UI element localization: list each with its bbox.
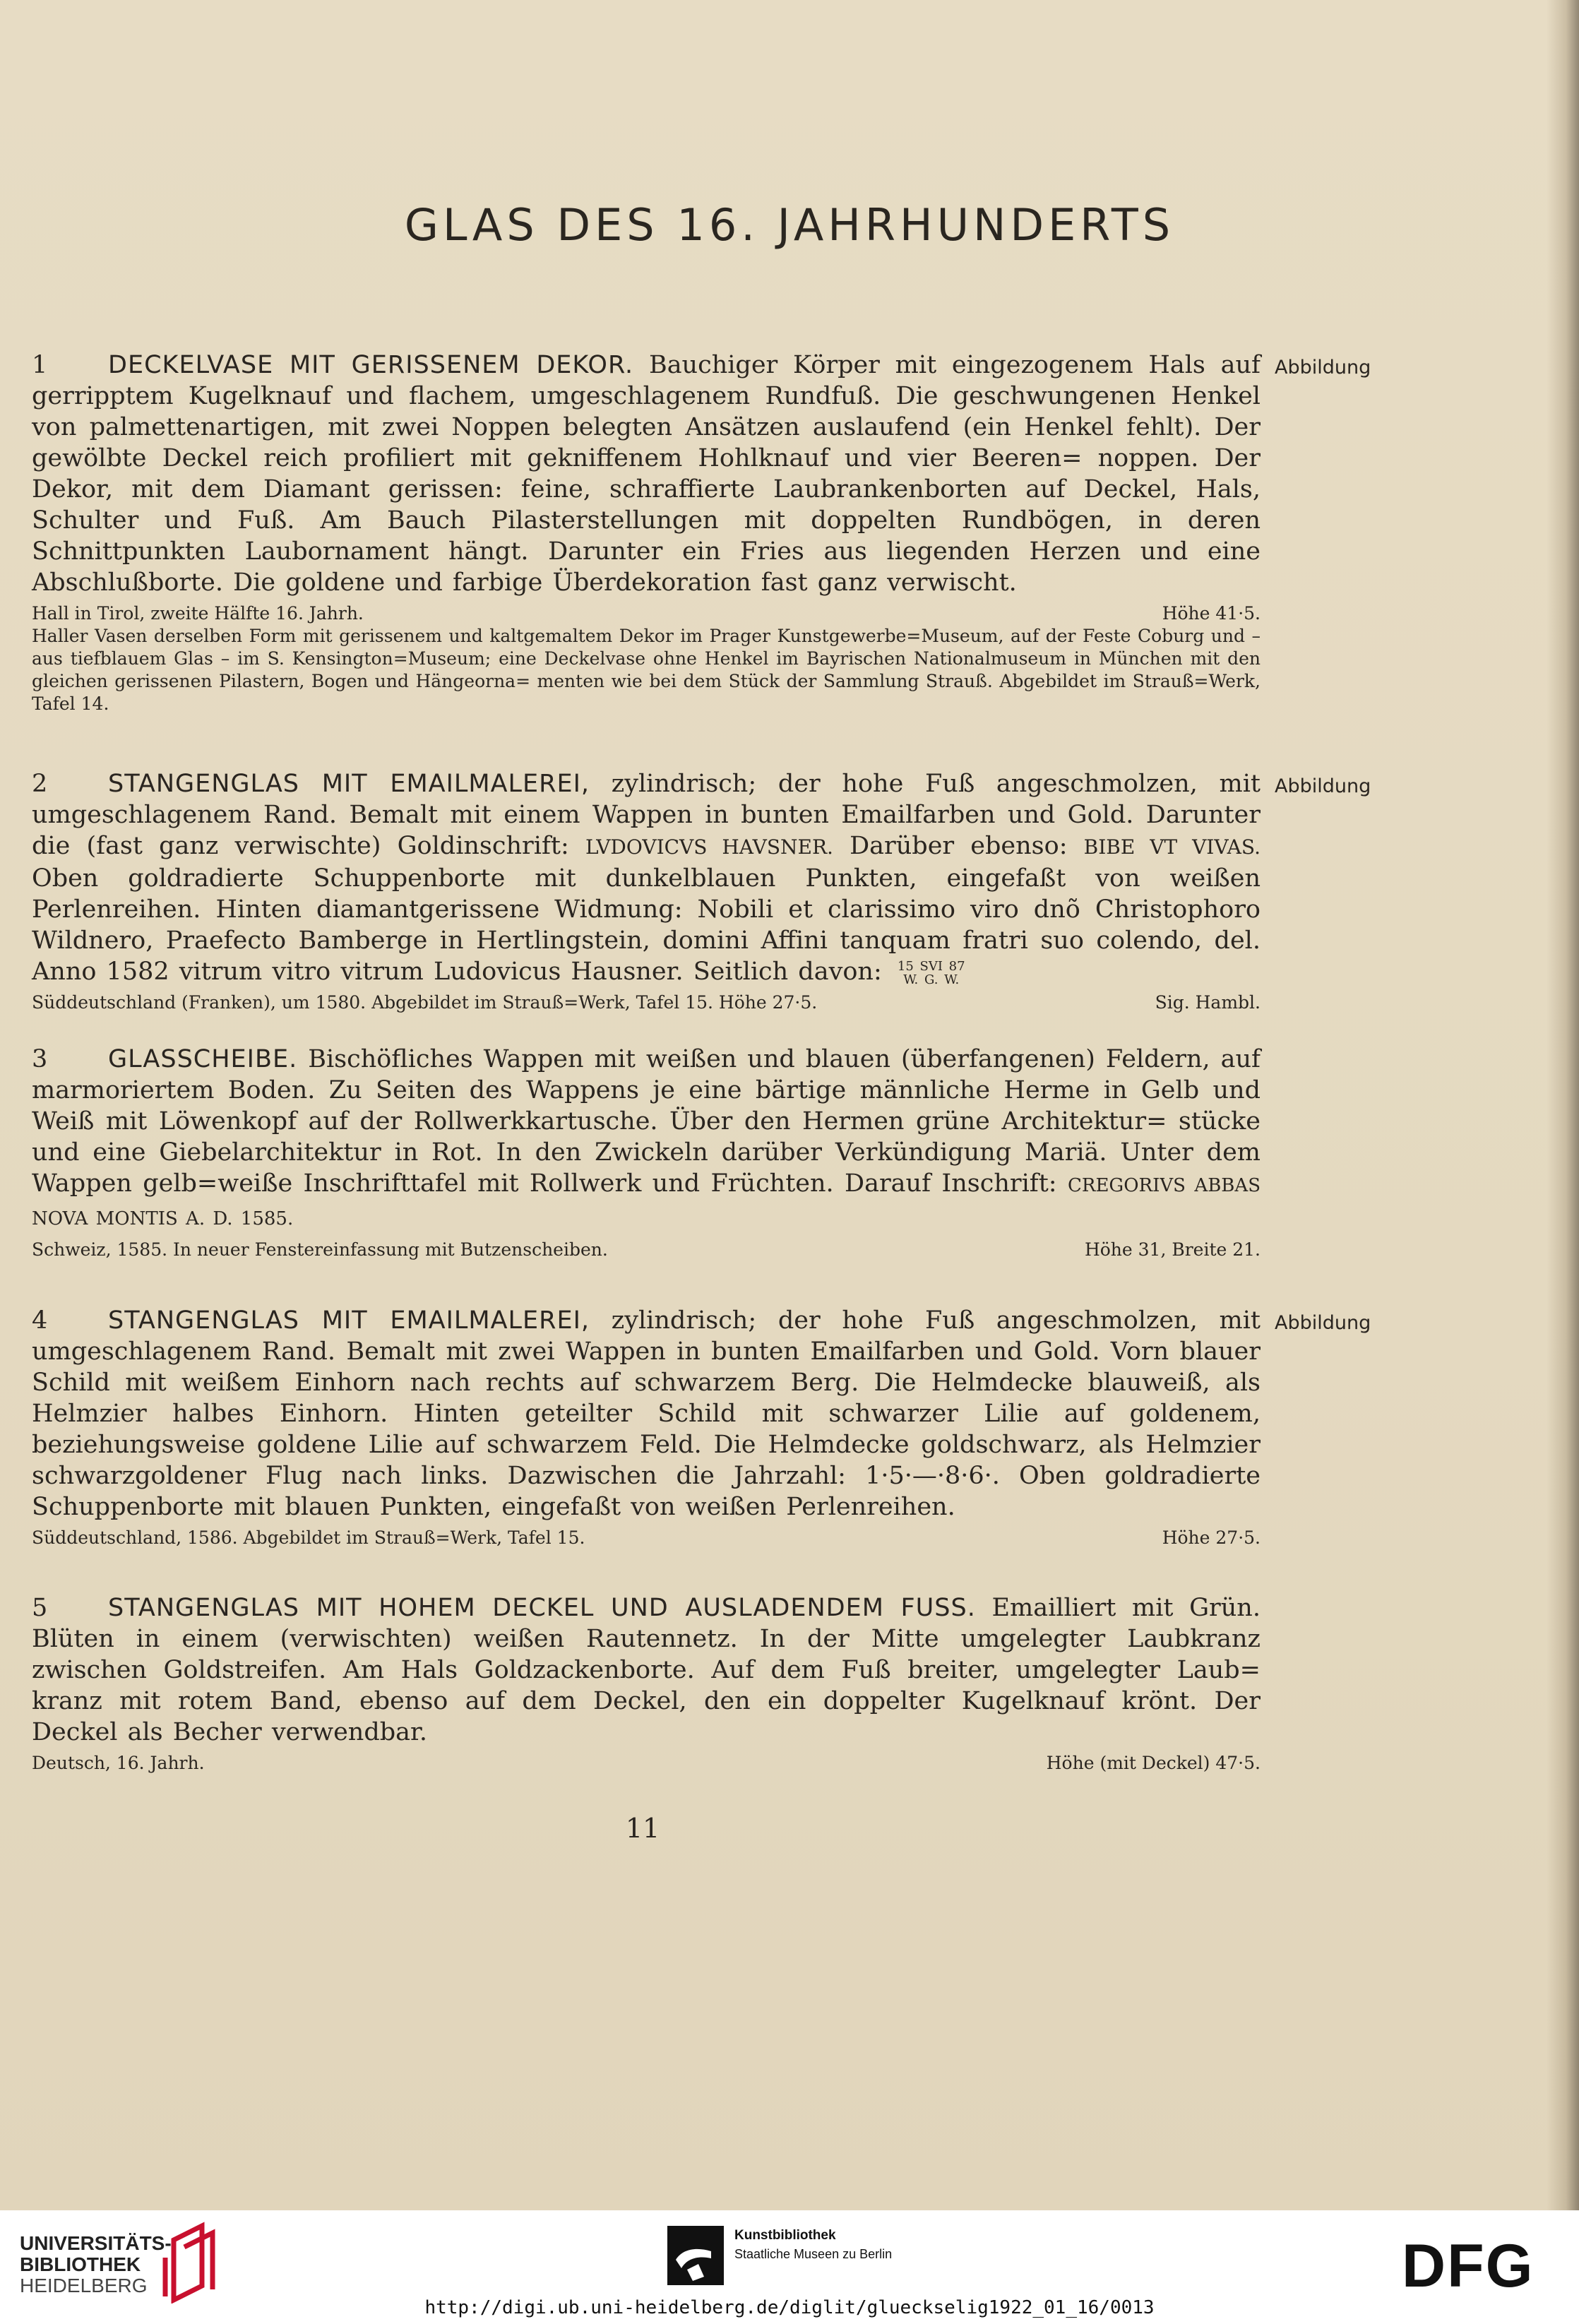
entry-description-cont: Darüber ebenso: xyxy=(850,832,1068,860)
entry-dimensions: Höhe 27·5. xyxy=(1162,1527,1261,1548)
entry-dimensions: Höhe (mit Deckel) 47·5. xyxy=(1046,1753,1261,1773)
entry-meta xyxy=(32,991,1261,1014)
entry-body xyxy=(32,1044,1261,1234)
catalog-entry-5 xyxy=(32,1592,1261,1775)
entry-body xyxy=(32,1305,1261,1522)
kunstbibliothek-logo-icon[interactable] xyxy=(667,2226,724,2285)
inscription: LVDOVICVS HAVSNER. xyxy=(585,835,833,859)
dfg-logo[interactable]: DFG xyxy=(1402,2232,1535,2300)
page-number: 11 xyxy=(625,1813,660,1844)
entry-heading: DECKELVASE MIT GERISSENEM DEKOR. xyxy=(108,351,634,379)
abbildung-label: Abbildung xyxy=(1275,775,1371,797)
entry-heading: STANGENGLAS MIT EMAILMALEREI, xyxy=(108,770,590,798)
entry-heading: STANGENGLAS MIT EMAILMALEREI, xyxy=(108,1306,590,1335)
entry-description: Bischöfliches Wappen mit weißen und blauen (überfangenen) Feldern, auf marmoriertem Boden. Zu Seiten des Wappens je eine bärtige männliche Herme in Gelb und Weiß mit Löwenkopf auf der Rollwerkkartusche. Über den Hermen grüne Architektur= stücke und eine Giebelarchitektur in Rot. In den Zwickeln darüber Verkündigung Mariä. Unter dem Wappen gelb=weiße Inschrifttafel mit Rollwerk und Früchten. Darauf Inschrift: xyxy=(32,1045,1261,1198)
kb-line-2: Staatliche Museen zu Berlin xyxy=(734,2247,893,2261)
ub-line-2: BIBLIOTHEK xyxy=(20,2253,141,2275)
entry-meta xyxy=(32,1527,1261,1549)
ub-heidelberg-logo[interactable] xyxy=(20,2219,232,2304)
signature-bottom: W. G. W. xyxy=(903,972,960,987)
entry-description: zylindrisch; der hohe Fuß angeschmolzen, mit umgeschlagenem Rand. Bemalt mit zwei Wappen in bunten Emailfarben und Gold. Vorn blauer Schild mit weißem Einhorn nach rechts auf schwarzem Berg. Die Helmdecke blauweiß, als Helmzier halbes Einhorn. Hinten geteilter Schild mit schwarzer Lilie auf goldenem, beziehungsweise goldene Lilie auf schwarzem Feld. Die Helmdecke goldschwarz, als Helmzier schwarzgoldener Flug nach links. Dazwischen die Jahrzahl: 1·5·—·8·6·. Oben goldradierte Schuppenborte mit blauen Punkten, eingefaßt von weißen Perlenreihen. xyxy=(32,1306,1261,1521)
catalog-entry-3 xyxy=(32,1044,1261,1261)
entry-meta xyxy=(32,1752,1261,1775)
entry-origin: Deutsch, 16. Jahrh. xyxy=(32,1753,205,1773)
signature-mark xyxy=(898,960,965,987)
permalink-url[interactable]: http://digi.ub.uni-heidelberg.de/diglit/glueckselig1922_01_16/0013 xyxy=(424,2297,1155,2318)
page-edge-shadow xyxy=(1547,0,1579,2210)
entry-dimensions: Höhe 41·5. xyxy=(1162,603,1261,624)
entry-description: Emailliert mit Grün. Blüten in einem (verwischten) weißen Rautennetz. In der Mitte umgelegter Laubkranz zwischen Goldstreifen. Am Hals Goldzackenborte. Auf dem Fuß breiter, umgelegter Laub= kranz mit rotem Band, ebenso auf dem Deckel, den ein doppelter Kugelknauf krönt. Der Deckel als Becher verwendbar. xyxy=(32,1594,1261,1746)
ub-line-3: HEIDELBERG xyxy=(20,2275,148,2296)
entry-body xyxy=(32,1592,1261,1748)
inscription: BIBE VT VIVAS. xyxy=(1083,835,1261,859)
entry-number: 5 xyxy=(32,1594,48,1622)
entry-description-cont: Oben goldradierte Schuppenborte mit dunkelblauen Punkten, eingefaßt von weißen Perlenreihen. Hinten diamantgerissene Widmung: Nobili et clarissimo viro dnõ Christophoro Wildnero, Praefecto Bamberge in Hertlingstein, domini Affini tanquam fratri suo colendo, del. Anno 1582 vitrum vitro vitrum Ludovicus Hausner. Seitlich davon: xyxy=(32,864,1261,986)
entry-heading: GLASSCHEIBE. xyxy=(108,1045,298,1073)
inscription: CREGORIVS ABBAS NOVA MONTIS A. D. 1585. xyxy=(32,1175,1261,1229)
entry-number: 3 xyxy=(32,1045,48,1073)
abbildung-label: Abbildung xyxy=(1275,1312,1371,1334)
entry-number: 4 xyxy=(32,1306,48,1335)
entry-origin: Süddeutschland, 1586. Abgebildet im Strauß=Werk, Tafel 15. xyxy=(32,1527,585,1548)
entry-meta xyxy=(32,602,1261,625)
entry-meta xyxy=(32,1239,1261,1261)
entry-dimensions: Höhe 31, Breite 21. xyxy=(1084,1239,1261,1260)
entry-description: zylindrisch; der hohe Fuß angeschmolzen, mit umgeschlagenem Rand. Bemalt mit einem Wappen in bunten Emailfarben und Gold. Darunter die (fast ganz verwischte) Goldinschrift: xyxy=(32,770,1261,860)
entry-origin: Schweiz, 1585. In neuer Fenstereinfassung mit Butzenscheiben. xyxy=(32,1239,608,1260)
page-title: GLAS DES 16. JAHRHUNDERTS xyxy=(404,199,1175,251)
signature-top: 15 SVI 87 xyxy=(897,958,965,974)
ub-line-1: UNIVERSITÄTS- xyxy=(20,2232,172,2254)
digitization-footer xyxy=(0,2210,1579,2324)
entry-number: 2 xyxy=(32,770,48,798)
kunstbibliothek-label xyxy=(734,2226,892,2263)
entry-description: Bauchiger Körper mit eingezogenem Hals auf gerripptem Kugelknauf und flachem, umgeschlagenem Rundfuß. Die geschwungenen Henkel von palmettenartigen, mit zwei Noppen belegten Ansätzen auslaufend (ein Henkel fehlt). Der gewölbte Deckel reich profiliert mit gekniffenem Hohlknauf und vier Beeren= noppen. Der Dekor, mit dem Diamant gerissen: feine, schraffierte Laubrankenborten auf Deckel, Hals, Schulter und Fuß. Am Bauch Pilasterstellungen mit doppelten Rundbögen, in deren Schnittpunkten Laubornament hängt. Darunter ein Fries aus liegenden Herzen und eine Abschlußborte. Die goldene und farbige Überdekoration fast ganz verwischt. xyxy=(32,351,1261,597)
ub-emblem-icon xyxy=(160,2219,223,2304)
entry-body xyxy=(32,350,1261,598)
entry-origin: Hall in Tirol, zweite Hälfte 16. Jahrh. xyxy=(32,603,364,624)
ub-wordmark xyxy=(20,2233,172,2296)
entry-dimensions: Sig. Hambl. xyxy=(1155,992,1261,1013)
catalog-entry-1 xyxy=(32,350,1261,715)
entry-body xyxy=(32,768,1261,987)
abbildung-label: Abbildung xyxy=(1275,357,1371,379)
entry-note: Haller Vasen derselben Form mit gerissenem und kaltgemaltem Dekor im Prager Kunstgewerbe=Museum, auf der Feste Coburg und – aus tiefblauem Glas – im S. Kensington=Museum; eine Deckelvase ohne Henkel im Bayrischen Nationalmuseum in München mit den gleichen gerissenen Pilastern, Bogen und Hängeorna= menten wie bei dem Stück der Sammlung Strauß. Abgebildet im Strauß=Werk, Tafel 14. xyxy=(32,626,1261,714)
entry-origin: Süddeutschland (Franken), um 1580. Abgebildet im Strauß=Werk, Tafel 15. Höhe 27·5. xyxy=(32,992,818,1013)
kb-line-1: Kunstbibliothek xyxy=(734,2228,836,2243)
entry-number: 1 xyxy=(32,351,48,379)
entry-heading: STANGENGLAS MIT HOHEM DECKEL UND AUSLADENDEM FUSS. xyxy=(108,1594,976,1622)
catalog-entry-4 xyxy=(32,1305,1261,1549)
catalog-entry-2 xyxy=(32,768,1261,1014)
